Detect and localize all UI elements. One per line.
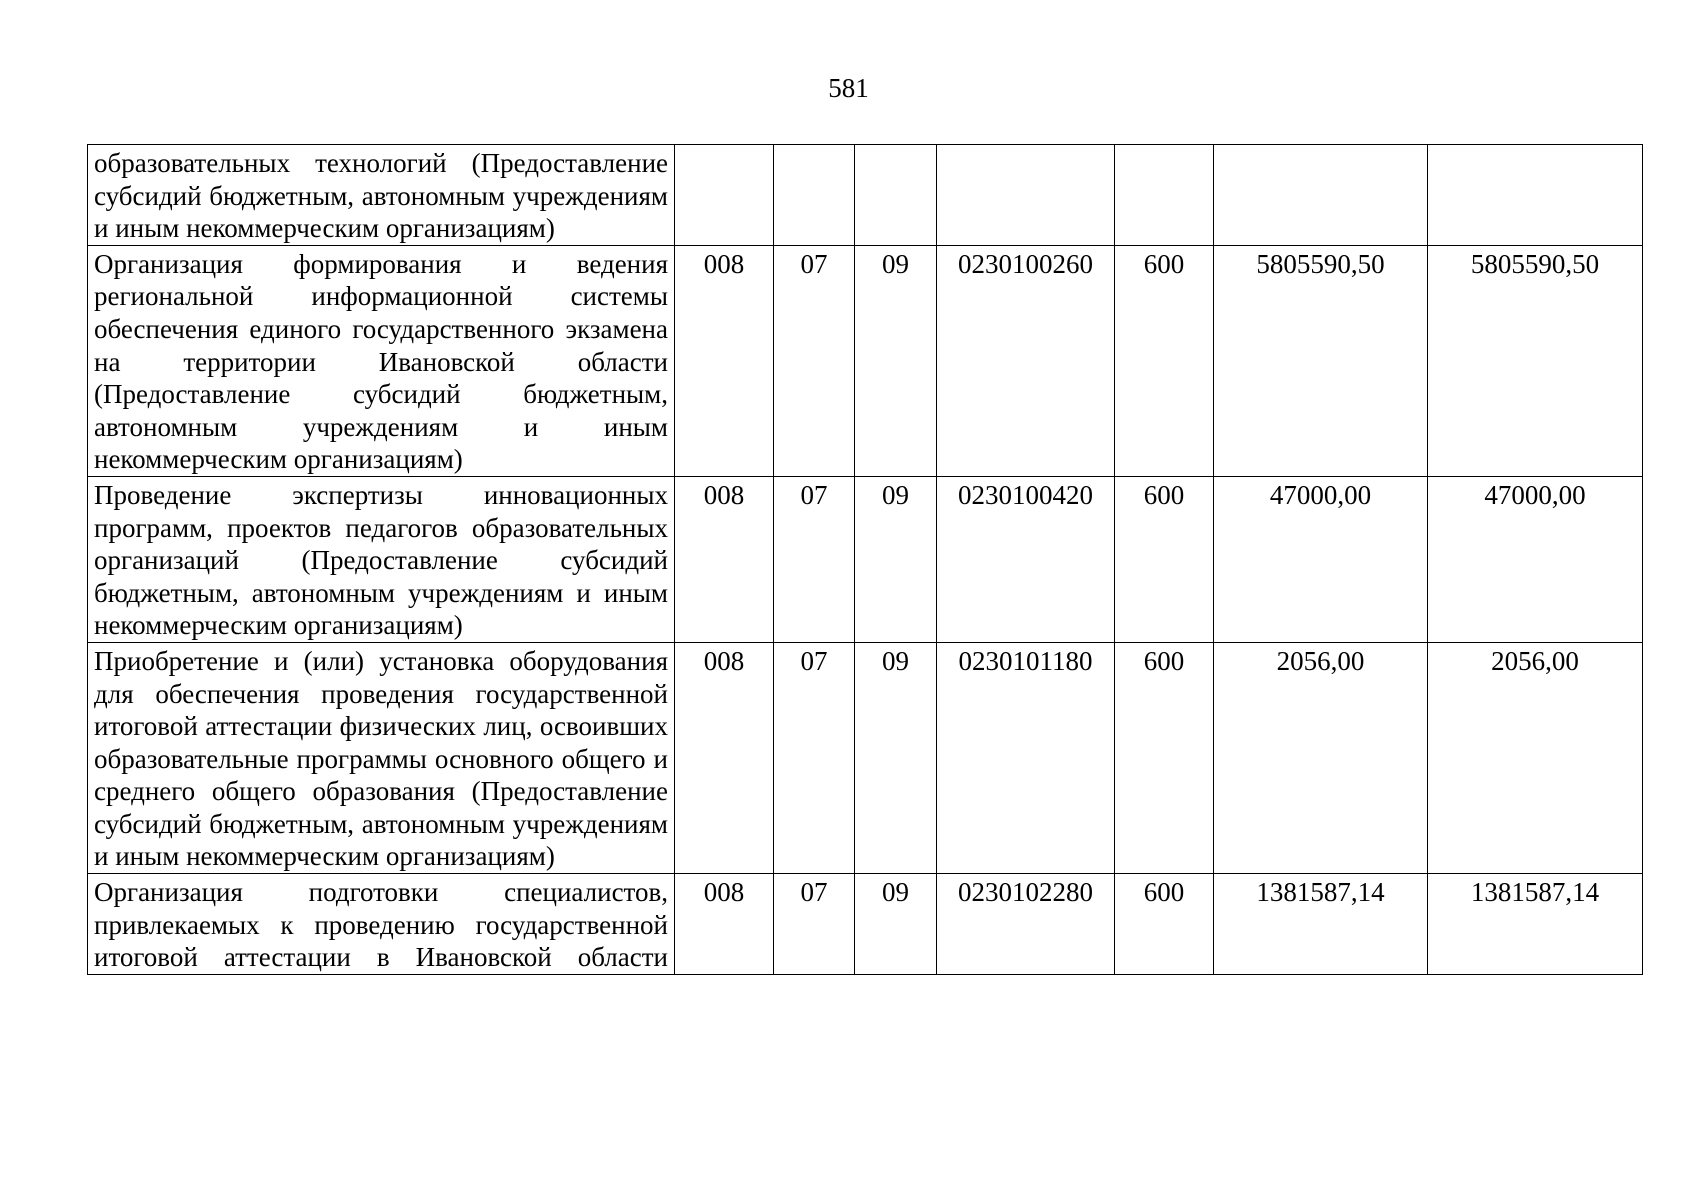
ministry-code: 008: [675, 874, 774, 975]
expense-type-code: 600: [1115, 476, 1214, 642]
table-row: [88, 245, 1643, 476]
row-description: Организация формирования и ведения региональной информационной системы обеспечения единого государственного экзамена на территории Ивановской области (Предоставление субсидий бюджетным, автономным учреждениям и иным некоммерческим организациям): [88, 245, 675, 476]
amount-2: [1428, 145, 1643, 246]
amount-1: 47000,00: [1214, 476, 1428, 642]
table-row: [88, 874, 1643, 975]
section-code: [774, 145, 855, 246]
expense-type-code: 600: [1115, 642, 1214, 873]
target-article-code: [937, 145, 1115, 246]
ministry-code: 008: [675, 245, 774, 476]
target-article-code: 0230101180: [937, 642, 1115, 873]
subsection-code: [855, 145, 937, 246]
amount-1: [1214, 145, 1428, 246]
row-description: Организация подготовки специалистов, привлекаемых к проведению государственной итоговой аттестации в Ивановской области: [88, 874, 675, 975]
section-code: 07: [774, 476, 855, 642]
table-row: [88, 642, 1643, 873]
amount-2: 47000,00: [1428, 476, 1643, 642]
ministry-code: [675, 145, 774, 246]
row-description: Приобретение и (или) установка оборудования для обеспечения проведения государственной итоговой аттестации физических лиц, освоивших образовательные программы основного общего и среднего общего образования (Предоставление субсидий бюджетным, автономным учреждениям и иным некоммерческим организациям): [88, 642, 675, 873]
target-article-code: 0230100260: [937, 245, 1115, 476]
table-row: [88, 145, 1643, 246]
page-number: 581: [828, 73, 869, 103]
subsection-code: 09: [855, 245, 937, 476]
expense-type-code: 600: [1115, 874, 1214, 975]
ministry-code: 008: [675, 476, 774, 642]
expense-type-code: [1115, 145, 1214, 246]
amount-1: 2056,00: [1214, 642, 1428, 873]
section-code: 07: [774, 245, 855, 476]
ministry-code: 008: [675, 642, 774, 873]
subsection-code: 09: [855, 874, 937, 975]
section-code: 07: [774, 642, 855, 873]
expense-type-code: 600: [1115, 245, 1214, 476]
row-description: Проведение экспертизы инновационных программ, проектов педагогов образовательных организаций (Предоставление субсидий бюджетным, автономным учреждениям и иным некоммерческим организациям): [88, 476, 675, 642]
subsection-code: 09: [855, 476, 937, 642]
row-description: образовательных технологий (Предоставление субсидий бюджетным, автономным учреждениям и иным некоммерческим организациям): [88, 145, 675, 246]
section-code: 07: [774, 874, 855, 975]
target-article-code: 0230102280: [937, 874, 1115, 975]
target-article-code: 0230100420: [937, 476, 1115, 642]
amount-1: 5805590,50: [1214, 245, 1428, 476]
budget-table: [87, 144, 1643, 975]
amount-2: 5805590,50: [1428, 245, 1643, 476]
amount-2: 1381587,14: [1428, 874, 1643, 975]
table-row: [88, 476, 1643, 642]
amount-1: 1381587,14: [1214, 874, 1428, 975]
subsection-code: 09: [855, 642, 937, 873]
amount-2: 2056,00: [1428, 642, 1643, 873]
